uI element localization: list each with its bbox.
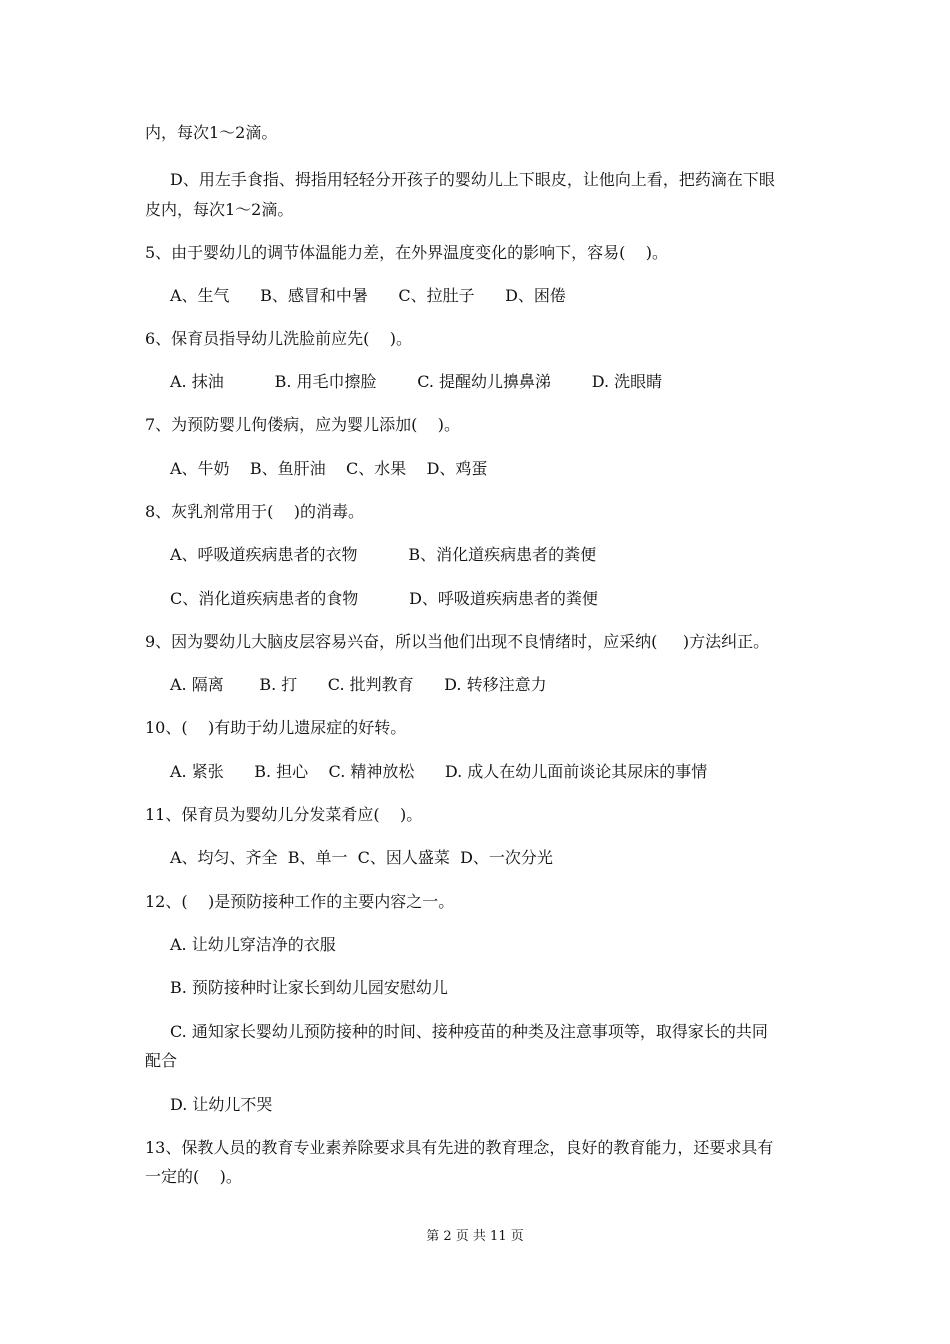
option-12-c-cont: 配合 — [145, 1051, 178, 1070]
page-footer: 第 2 页 共 11 页 — [426, 1229, 524, 1244]
options-10: A. 紧张 B. 担心 C. 精神放松 D. 成人在幼儿面前谈论其尿床的事情 — [170, 762, 708, 781]
question-8: 8、灰乳剂常用于( )的消毒。 — [145, 502, 365, 521]
options-8-row1: A、呼吸道疾病患者的衣物 B、消化道疾病患者的粪便 — [170, 545, 597, 564]
options-7: A、牛奶 B、鱼肝油 C、水果 D、鸡蛋 — [170, 459, 488, 478]
question-13-cont: 一定的( )。 — [145, 1167, 242, 1186]
text-line: D、用左手食指、拇指用轻轻分开孩子的婴幼儿上下眼皮，让他向上看，把药滴在下眼 — [170, 170, 775, 189]
question-12: 12、( )是预防接种工作的主要内容之一。 — [145, 892, 455, 911]
option-12-a: A. 让幼儿穿洁净的衣服 — [170, 935, 336, 954]
question-6: 6、保育员指导幼儿洗脸前应先( )。 — [145, 329, 413, 348]
options-8-row2: C、消化道疾病患者的食物 D、呼吸道疾病患者的粪便 — [170, 589, 598, 608]
question-7: 7、为预防婴儿佝偻病，应为婴儿添加( )。 — [145, 415, 461, 434]
question-13: 13、保教人员的教育专业素养除要求具有先进的教育理念，良好的教育能力，还要求具有 — [145, 1138, 774, 1157]
options-6: A. 抹油 B. 用毛巾擦脸 C. 提醒幼儿擤鼻涕 D. 洗眼睛 — [170, 372, 663, 391]
question-11: 11、保育员为婴幼儿分发菜肴应( )。 — [145, 805, 423, 824]
option-12-c: C. 通知家长婴幼儿预防接种的时间、接种疫苗的种类及注意事项等，取得家长的共同 — [170, 1022, 768, 1041]
options-11: A、均匀、齐全 B、单一 C、因人盛菜 D、一次分光 — [170, 848, 553, 867]
options-5: A、生气 B、感冒和中暑 C、拉肚子 D、困倦 — [170, 286, 566, 305]
question-5: 5、由于婴幼儿的调节体温能力差，在外界温度变化的影响下，容易( )。 — [145, 243, 669, 262]
text-line: 内，每次1～2滴。 — [145, 123, 278, 142]
text-line: 皮内，每次1～2滴。 — [145, 200, 294, 219]
question-10: 10、( )有助于幼儿遗尿症的好转。 — [145, 718, 407, 737]
option-12-b: B. 预防接种时让家长到幼儿园安慰幼儿 — [170, 978, 448, 997]
option-12-d: D. 让幼儿不哭 — [170, 1095, 273, 1114]
question-9: 9、因为婴幼儿大脑皮层容易兴奋，所以当他们出现不良情绪时，应采纳( )方法纠正。 — [145, 632, 770, 651]
options-9: A. 隔离 B. 打 C. 批判教育 D. 转移注意力 — [170, 675, 547, 694]
